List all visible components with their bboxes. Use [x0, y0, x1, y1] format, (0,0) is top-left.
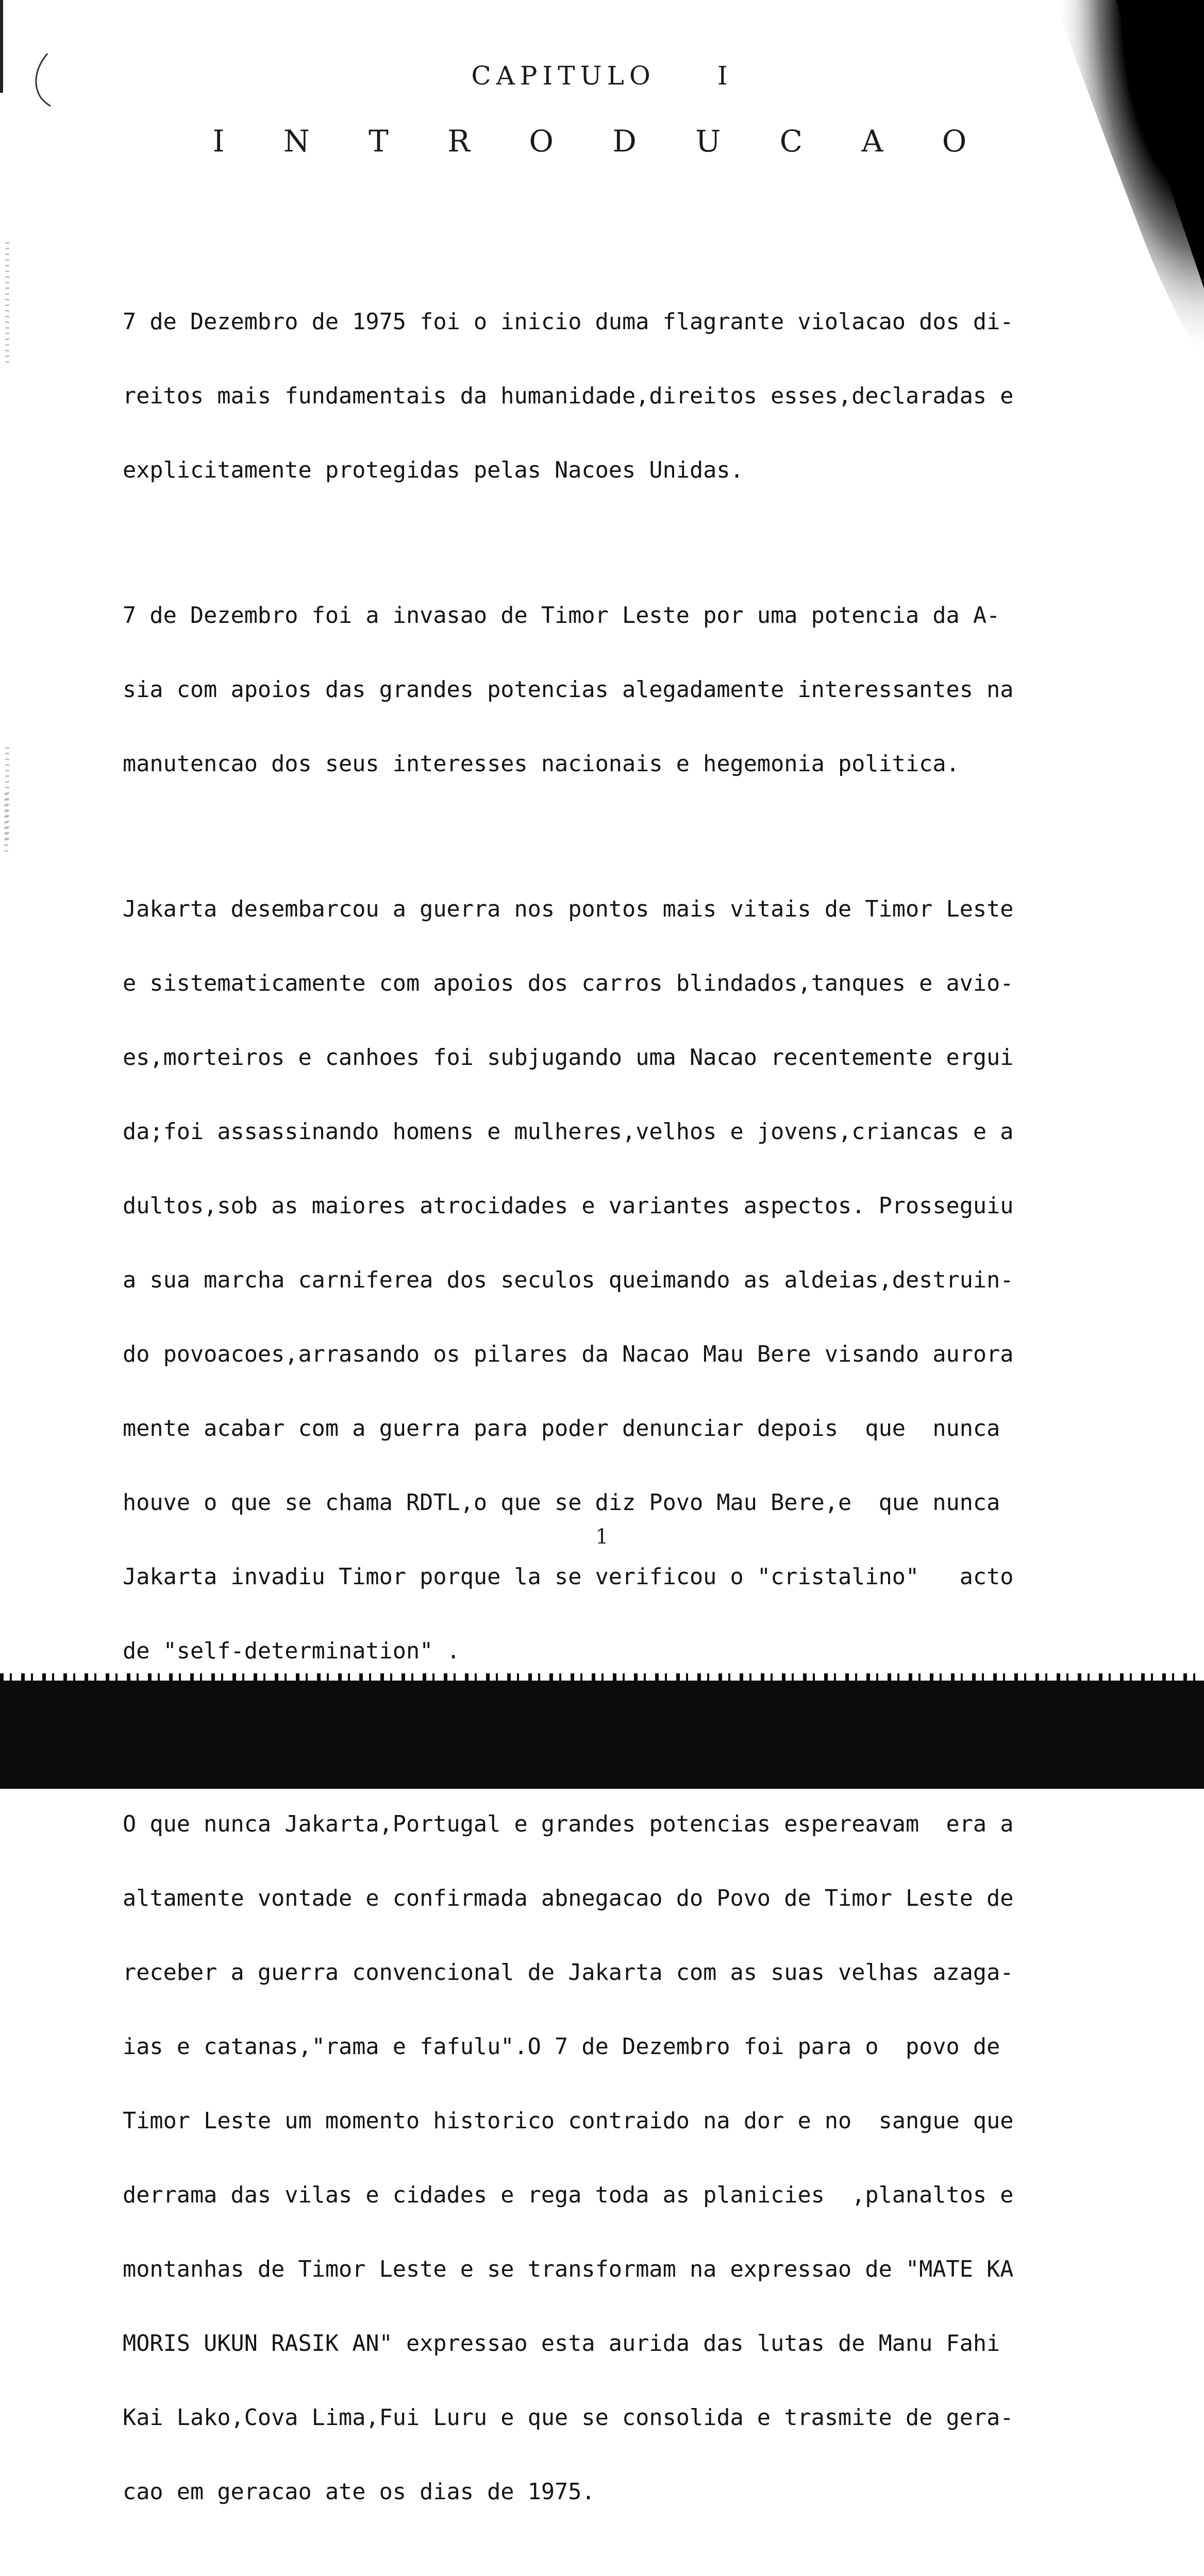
text-line: es,morteiros e canhoes foi subjugando uma Nacao recentemente ergui — [123, 1045, 1014, 1071]
text-line: cao em geracao ate os dias de 1975. — [123, 2479, 595, 2505]
paragraph-1 — [123, 260, 1143, 532]
text-line: altamente vontade e confirmada abnegacao do Povo de Timor Leste de — [123, 1886, 1014, 1911]
text-line: dultos,sob as maiores atrocidades e variantes aspectos. Prosseguiu — [123, 1193, 1014, 1219]
text-line: de "self-determination" . — [123, 1638, 460, 1664]
text-line: da;foi assassinando homens e mulheres,velhos e jovens,criancas e a — [123, 1119, 1014, 1145]
chapter-label: CAPITULO — [471, 61, 656, 91]
text-line: derrama das vilas e cidades e rega toda as planicies ,planaltos e — [123, 2182, 1014, 2208]
paragraph-3 — [123, 848, 1143, 1713]
text-line: MORIS UKUN RASIK AN" expressao esta aurida das lutas de Manu Fahi — [123, 2331, 1000, 2357]
text-line: Jakarta invadiu Timor porque la se verificou o "cristalino" acto — [123, 1564, 1014, 1590]
scan-speckles — [4, 793, 8, 855]
text-line: reitos mais fundamentais da humanidade,direitos esses,declaradas e — [123, 383, 1014, 409]
paragraph-2 — [123, 554, 1143, 826]
text-line: 7 de Dezembro de 1975 foi o inicio duma flagrante violacao dos di- — [123, 309, 1014, 335]
text-line: explicitamente protegidas pelas Nacoes Unidas. — [123, 457, 744, 483]
text-line: Jakarta desembarcou a guerra nos pontos mais vitais de Timor Leste — [123, 896, 1014, 922]
section-title: I N T R O D U C A O — [212, 124, 992, 159]
text-line: a sua marcha carniferea dos seculos queimando as aldeias,destruin- — [123, 1267, 1014, 1293]
text-line: O que nunca Jakarta,Portugal e grandes potencias espereavam era a — [123, 1811, 1014, 1837]
text-line: e sistematicamente com apoios dos carros blindados,tanques e avio- — [123, 971, 1014, 996]
chapter-number: I — [717, 61, 733, 91]
text-line: montanhas de Timor Leste e se transformam na expressao de "MATE KA — [123, 2257, 1014, 2282]
scan-speckles — [5, 242, 9, 366]
text-line: ias e catanas,"rama e fafulu".O 7 de Dezembro foi para o povo de — [123, 2034, 1000, 2060]
text-line: houve o que se chama RDTL,o que se diz Povo Mau Bere,e que nunca — [123, 1490, 1000, 1516]
text-line: Kai Lako,Cova Lima,Fui Luru e que se consolida e trasmite de gera- — [123, 2405, 1014, 2431]
text-line: sia com apoios das grandes potencias alegadamente interessantes na — [123, 677, 1014, 703]
paragraph-5 — [123, 2575, 1143, 2576]
chapter-heading — [0, 61, 1204, 91]
text-line: mente acabar com a guerra para poder denunciar depois que nunca — [123, 1416, 1000, 1442]
text-line: 7 de Dezembro foi a invasao de Timor Leste por uma potencia da A- — [123, 603, 1000, 629]
text-line: Timor Leste um momento historico contraido na dor e no sangue que — [123, 2108, 1014, 2134]
text-line: receber a guerra convencional de Jakarta com as suas velhas azaga- — [123, 1960, 1014, 1986]
text-line: do povoacoes,arrasando os pilares da Nacao Mau Bere visando aurora — [123, 1342, 1014, 1367]
text-line: manutencao dos seus interesses nacionais e hegemonia politica. — [123, 751, 960, 777]
document-body — [123, 260, 1143, 2576]
scan-bottom-border — [0, 1681, 1204, 1789]
page-number: 1 — [595, 1525, 609, 1549]
paragraph-4 — [123, 1762, 1143, 2554]
